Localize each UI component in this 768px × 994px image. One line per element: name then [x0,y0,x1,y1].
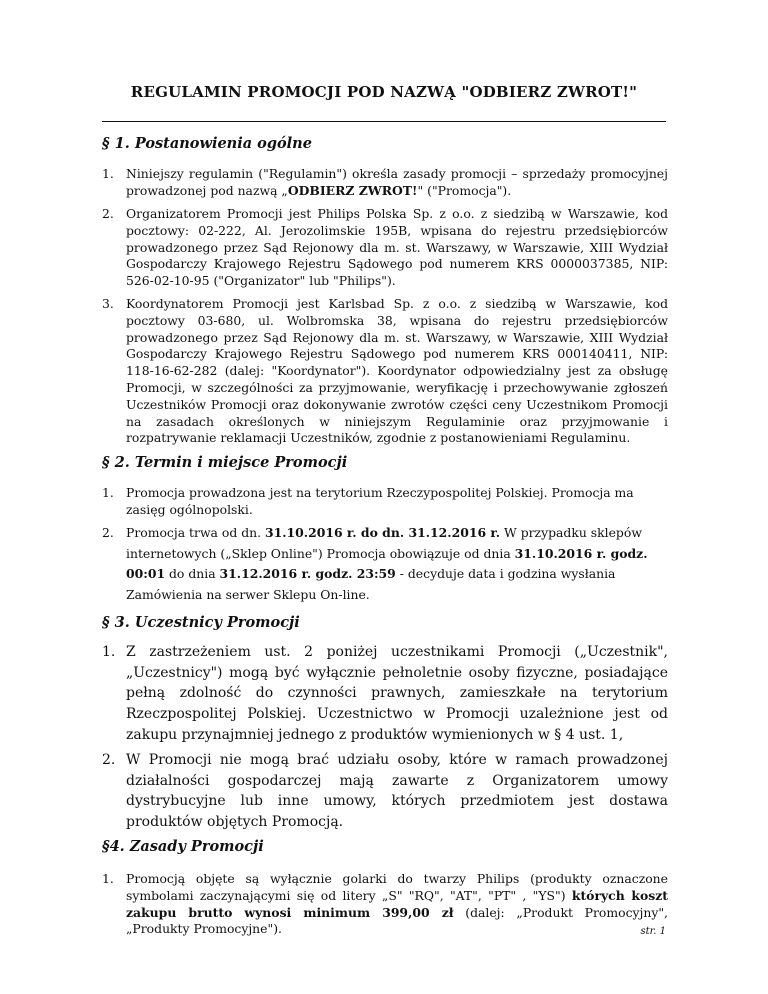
document-title: REGULAMIN PROMOCJI POD NAZWĄ "ODBIERZ ZWROT!" [130,83,638,101]
title-divider [102,121,666,122]
section-1-item-3 [102,296,668,447]
item-text: Koordynatorem Promocji jest Karlsbad Sp. z o.o. z siedzibą w Warszawie, kod pocztowy 03-680, ul. Wolbromska 38, wpisana do rejestru przedsiębiorców prowadzonego przez Sąd Rejonowy dla m. st. Warszawy, w Warszawie, XIII Wydział Gospodarczy Krajowego Rejestru Sądowego pod numerem KRS 000140411, NIP: 118-16-62-282 (dalej: "Koordynator"). Koordynator odpowiedzialny jest za obsługę Promocji, w szczególności za przyjmowanie, weryfikację i przechowywanie zgłoszeń Uczestników Promocji oraz dokonywanie zwrotów części ceny Uczestnikom Promocji na zasadach określonych w niniejszym Regulaminie oraz przyjmowanie i rozpatrywanie reklamacji Uczestników, zgodnie z postanowieniami Regulaminu. [126,296,668,446]
item-text: W Promocji nie mogą brać udziału osoby, które w ramach prowadzonej działalności gospodarczej mają zawarte z Organizatorem umowy dystrybucyjne lub inne umowy, których przedmiotem jest dostawa produktów objętych Promocją. [126,752,668,831]
item-text: Organizatorem Promocji jest Philips Polska Sp. z o.o. z siedzibą w Warszawie, kod pocztowy: 02-222, Al. Jerozolimskie 195B, wpisana do rejestru przedsiębiorców prowadzonego przez Sąd Rejonowy dla m. st. Warszawy, w Warszawie, XIII Wydział Gospodarczy Krajowego Rejestru Sądowego pod numerem KRS 0000037385, NIP: 526-02-10-95 ("Organizator" lub "Philips"). [126,206,668,289]
item-text: Promocja trwa od dn. 31.10.2016 r. do dn. 31.12.2016 r. W przypadku sklepów internetowych („Sklep Online") Promocja obowiązuje od dnia 31.10.2016 r. godz. 00:01 do dnia 31.12.2016 r. godz. 23:59 - decyduje data i godzina wysłania Zamówienia na serwer Sklepu On-line. [126,525,648,603]
item-number: 1. [102,485,114,500]
section-3-item-2 [102,750,668,833]
item-number: 2. [102,752,116,768]
item-text: Promocja prowadzona jest na terytorium Rzeczypospolitej Polskiej. Promocja ma zasięg ogólnopolski. [126,485,634,517]
section-1-item-1 [102,166,668,200]
page-number: str. 1 [640,926,666,937]
item-number: 1. [102,644,116,660]
section-2-item-2 [102,523,668,606]
item-number: 3. [102,296,114,311]
section-2-item-1 [102,485,668,519]
section-3-item-1 [102,642,668,746]
section-4-item-1 [102,871,668,938]
item-number: 1. [102,166,114,181]
section-3-heading: § 3. Uczestnicy Promocji [102,614,300,631]
item-text: Promocją objęte są wyłącznie golarki do twarzy Philips (produkty oznaczone symbolami zaczynającymi się od litery „S" "RQ", "AT", "PT" , "YS") których koszt zakupu brutto wynosi minimum 399,00 zł (dalej: „Produkt Promocyjny", „Produkty Promocyjne"). [126,871,668,937]
section-1-heading: § 1. Postanowienia ogólne [102,135,312,152]
item-text: Z zastrzeżeniem ust. 2 poniżej uczestnikami Promocji („Uczestnik", „Uczestnicy") mogą być wyłącznie pełnoletnie osoby fizyczne, posiadające pełną zdolność do czynności prawnych, zamieszkałe na terytorium Rzeczpospolitej Polskiej. Uczestnictwo w Promocji uzależnione jest od zakupu przynajmniej jednego z produktów wymienionych w § 4 ust. 1, [126,644,668,743]
item-number: 2. [102,525,114,540]
item-number: 2. [102,206,114,221]
item-number: 1. [102,871,114,886]
item-text: Niniejszy regulamin ("Regulamin") określa zasady promocji – sprzedaży promocyjnej prowadzonej pod nazwą „ODBIERZ ZWROT!" ("Promocja"). [126,166,668,198]
section-2-heading: § 2. Termin i miejsce Promocji [102,454,348,471]
section-4-heading: §4. Zasady Promocji [102,838,264,855]
section-1-item-2 [102,206,668,290]
